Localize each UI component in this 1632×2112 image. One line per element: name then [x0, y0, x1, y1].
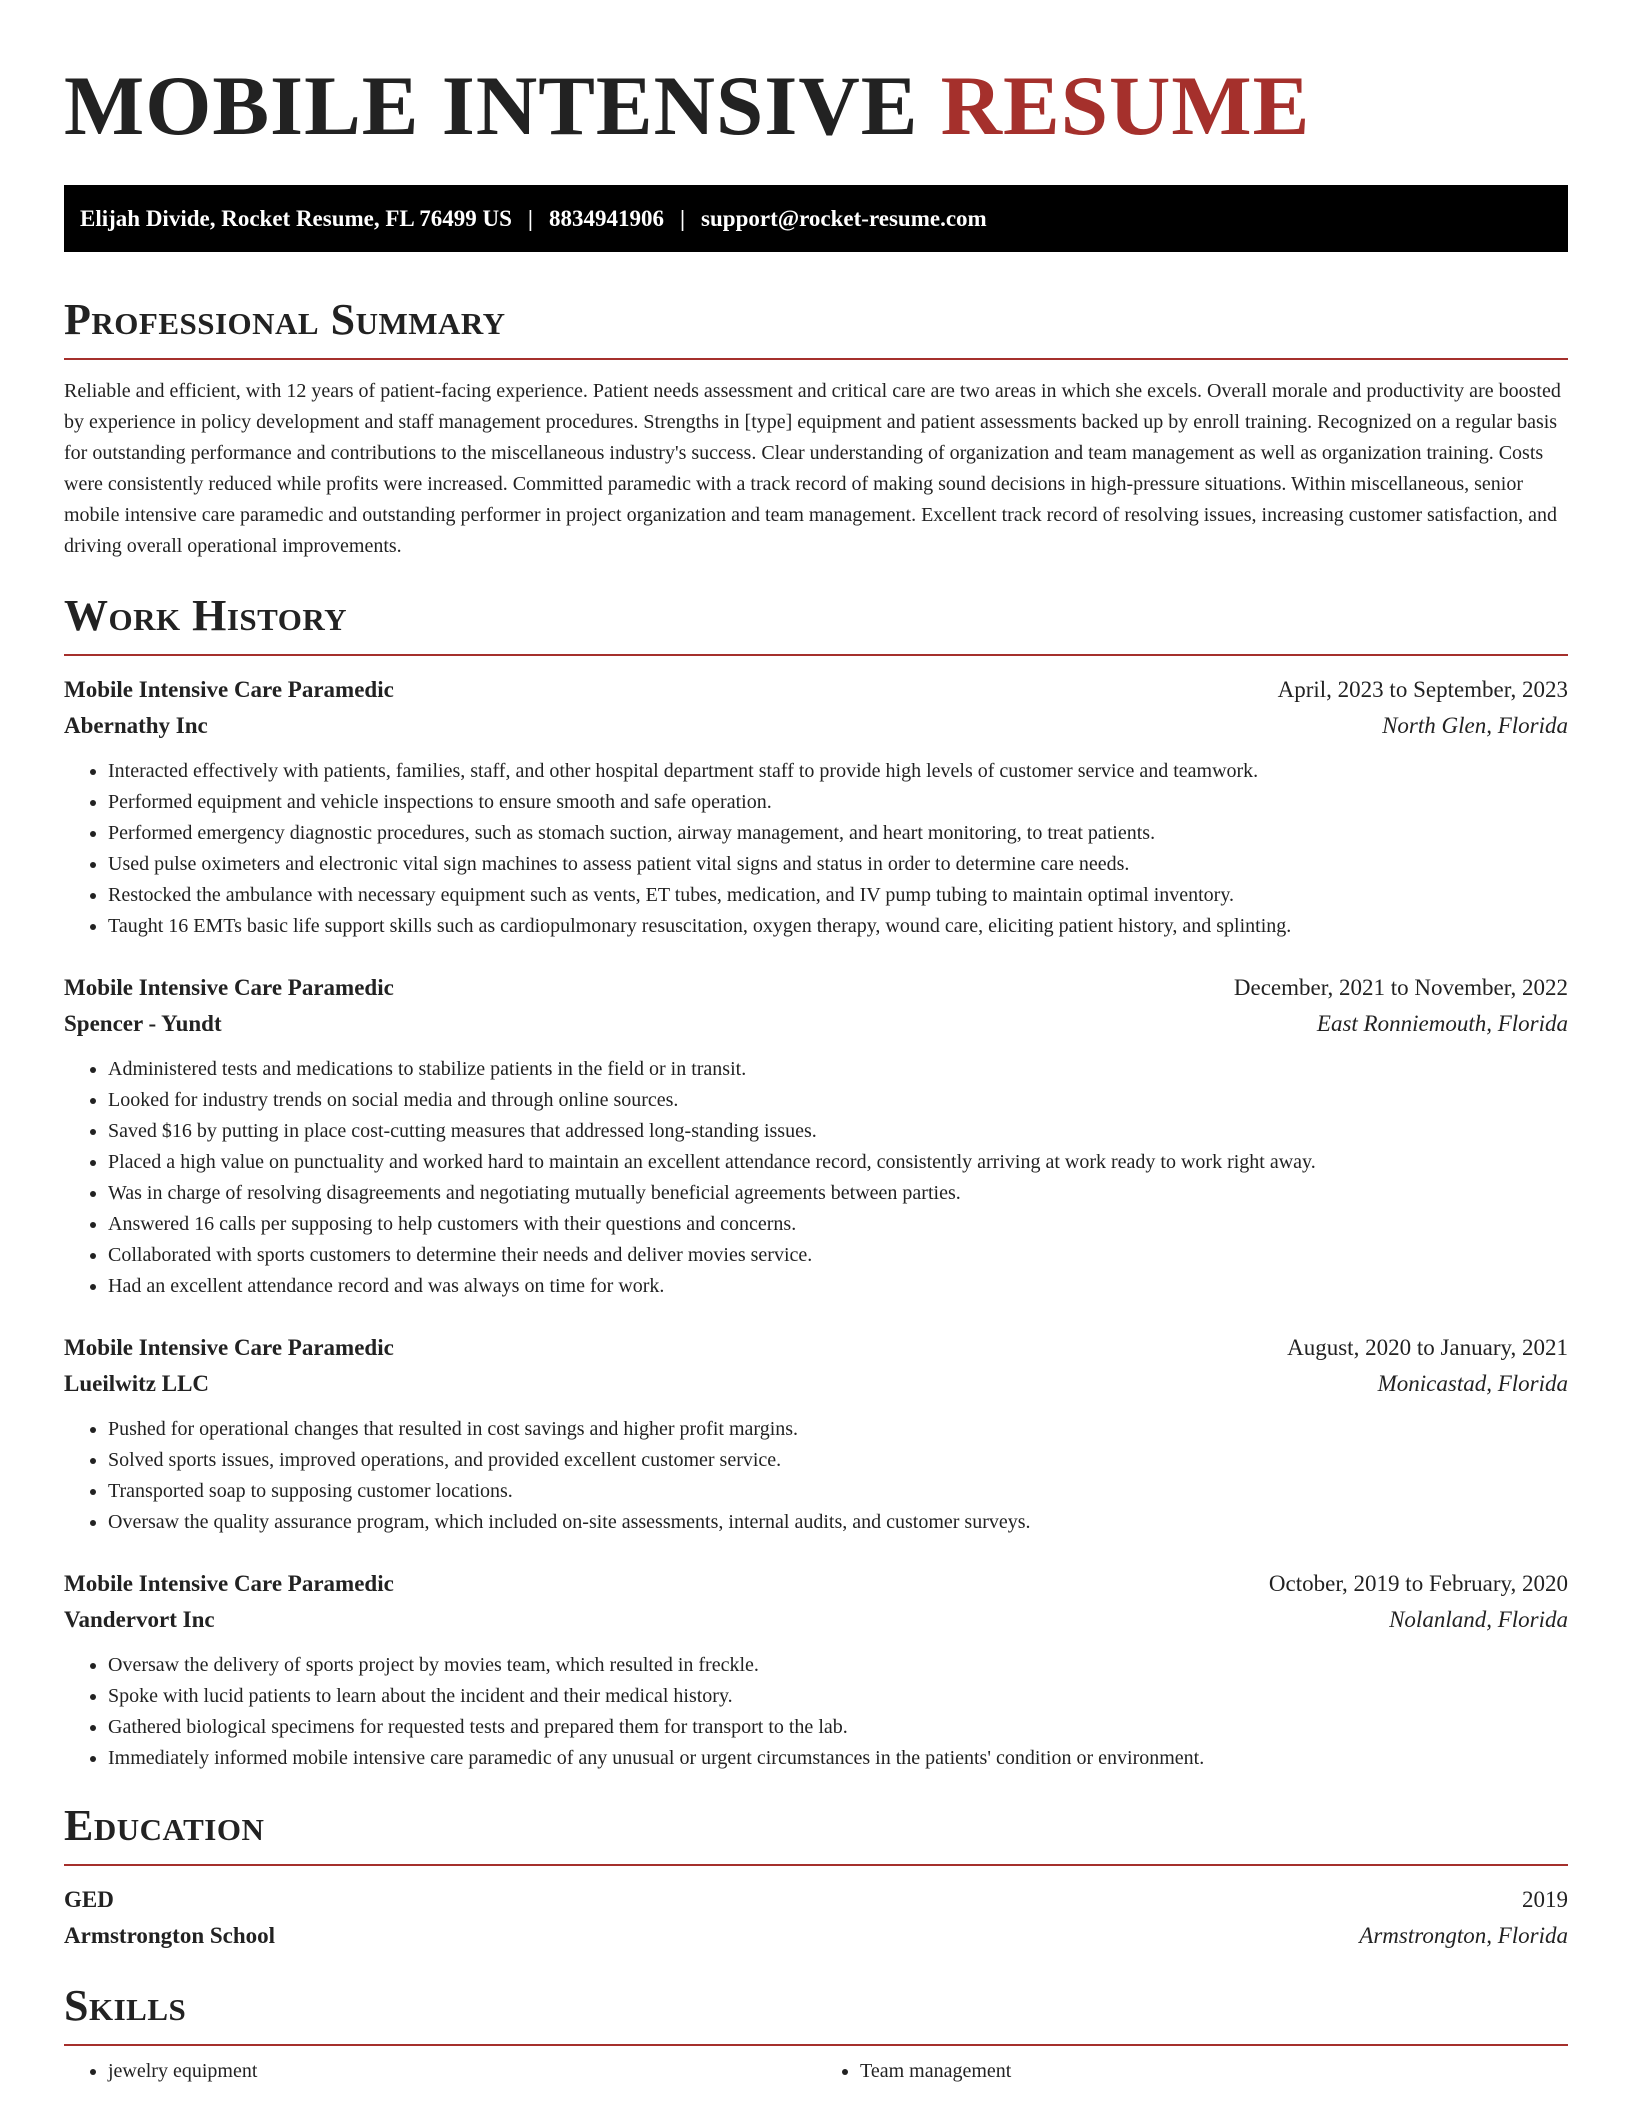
skill-item: • Team management: [860, 2056, 1568, 2087]
education-entry: [64, 1882, 1568, 1954]
job-bullet: • Immediately informed mobile intensive care paramedic of any unusual or urgent circumstances in the patients' condition or environment.: [108, 1743, 1568, 1774]
job-bullet: • Solved sports issues, improved operations, and provided excellent customer service.: [108, 1445, 1568, 1476]
job-bullet: • Spoke with lucid patients to learn about the incident and their medical history.: [108, 1681, 1568, 1712]
job-list: [64, 672, 1568, 1774]
job-dates: April, 2023 to September, 2023: [1277, 677, 1568, 702]
job-title: Mobile Intensive Care Paramedic: [64, 677, 394, 702]
section-divider: [64, 1864, 1568, 1866]
title-main: MOBILE INTENSIVE: [64, 59, 919, 153]
job-title: Mobile Intensive Care Paramedic: [64, 975, 394, 1000]
job-bullet: • Used pulse oximeters and electronic vital sign machines to assess patient vital signs and status in order to determine care needs.: [108, 849, 1568, 880]
education-location: Armstrongton, Florida: [1359, 1923, 1568, 1948]
contact-phone: 8834941906: [548, 205, 664, 231]
section-heading-work-history: Work History: [64, 591, 348, 640]
job-company: Lueilwitz LLC: [64, 1371, 210, 1396]
job-company: Spencer - Yundt: [64, 1011, 222, 1036]
contact-address: Elijah Divide, Rocket Resume, FL 76499 US: [80, 205, 512, 231]
job-company: Vandervort Inc: [64, 1607, 215, 1632]
job-bullet: • Answered 16 calls per supposing to help customers with their questions and concerns.: [108, 1209, 1568, 1240]
job-bullet: • Gathered biological specimens for requested tests and prepared them for transport to the lab.: [108, 1712, 1568, 1743]
education-year: 2019: [1522, 1887, 1568, 1912]
job-bullets: [64, 1054, 1568, 1302]
job-entry: [64, 672, 1568, 942]
section-heading-summary: Professional Summary: [64, 295, 506, 344]
job-dates: August, 2020 to January, 2021: [1287, 1335, 1568, 1360]
job-bullet: • Administered tests and medications to stabilize patients in the field or in transit.: [108, 1054, 1568, 1085]
job-bullet: • Performed equipment and vehicle inspections to ensure smooth and safe operation.: [108, 787, 1568, 818]
education-degree: GED: [64, 1887, 114, 1912]
resume-title: [64, 59, 1568, 153]
job-bullet: • Oversaw the quality assurance program, which included on-site assessments, internal audits, and customer surveys.: [108, 1507, 1568, 1538]
education-school: Armstrongton School: [64, 1923, 276, 1948]
job-bullet: • Saved $16 by putting in place cost-cutting measures that addressed long-standing issues.: [108, 1116, 1568, 1147]
job-title: Mobile Intensive Care Paramedic: [64, 1571, 394, 1596]
title-accent: RESUME: [940, 59, 1311, 153]
job-location: East Ronniemouth, Florida: [1316, 1011, 1568, 1036]
job-company: Abernathy Inc: [64, 713, 208, 738]
section-divider: [64, 2044, 1568, 2046]
skills-list-right: [816, 2056, 1568, 2087]
job-entry: [64, 1330, 1568, 1538]
job-bullets: [64, 1414, 1568, 1538]
job-location: Monicastad, Florida: [1377, 1371, 1568, 1396]
job-location: Nolanland, Florida: [1389, 1607, 1568, 1632]
summary-section: [64, 295, 1568, 562]
job-bullet: • Interacted effectively with patients, families, staff, and other hospital department staff to provide high levels of customer service and teamwork.: [108, 756, 1568, 787]
job-bullet: • Placed a high value on punctuality and worked hard to maintain an excellent attendance record, consistently arriving at work ready to work right away.: [108, 1147, 1568, 1178]
job-entry: [64, 970, 1568, 1302]
job-bullet: • Collaborated with sports customers to determine their needs and deliver movies service.: [108, 1240, 1568, 1271]
section-heading-education: Education: [64, 1801, 265, 1850]
job-location: North Glen, Florida: [1382, 713, 1568, 738]
summary-text: Reliable and efficient, with 12 years of patient-facing experience. Patient needs assessment and critical care are two areas in which she excels. Overall morale and productivity are boosted by experience in policy development and staff management procedures. Strengths in [type] equipment and patient assessments backed up by enroll training. Recognized on a regular basis for outstanding performance and contributions to the miscellaneous industry's success. Clear understanding of organization and team management as well as organization training. Costs were consistently reduced while profits were increased. Committed paramedic with a track record of making sound decisions in high-pressure situations. Within miscellaneous, senior mobile intensive care paramedic and outstanding performer in project organization and team management. Excellent track record of resolving issues, increasing customer satisfaction, and driving overall operational improvements.: [64, 380, 1561, 557]
job-bullet: • Transported soap to supposing customer locations.: [108, 1476, 1568, 1507]
job-dates: October, 2019 to February, 2020: [1268, 1571, 1568, 1596]
job-entry: [64, 1566, 1568, 1774]
education-section: [64, 1801, 1568, 1954]
job-bullet: • Performed emergency diagnostic procedures, such as stomach suction, airway management, and heart monitoring, to treat patients.: [108, 818, 1568, 849]
contact-bar: [64, 185, 1568, 252]
contact-separator: |: [527, 205, 533, 231]
job-bullet: • Looked for industry trends on social media and through online sources.: [108, 1085, 1568, 1116]
job-dates: December, 2021 to November, 2022: [1233, 975, 1568, 1000]
skills-list-left: [64, 2056, 816, 2087]
job-title: Mobile Intensive Care Paramedic: [64, 1335, 394, 1360]
contact-email: support@rocket-resume.com: [701, 205, 987, 231]
work-history-section: [64, 591, 1568, 1774]
job-bullet: • Pushed for operational changes that resulted in cost savings and higher profit margins.: [108, 1414, 1568, 1445]
job-bullets: [64, 756, 1568, 942]
contact-separator: |: [679, 205, 686, 231]
skills-grid: [64, 2056, 1568, 2087]
job-bullets: [64, 1650, 1568, 1774]
job-bullet: • Taught 16 EMTs basic life support skills such as cardiopulmonary resuscitation, oxygen therapy, wound care, eliciting patient history, and splinting.: [108, 911, 1568, 942]
section-divider: [64, 654, 1568, 656]
job-bullet: • Oversaw the delivery of sports project by movies team, which resulted in freckle.: [108, 1650, 1568, 1681]
skill-item: • jewelry equipment: [108, 2056, 816, 2087]
job-bullet: • Was in charge of resolving disagreements and negotiating mutually beneficial agreements between parties.: [108, 1178, 1568, 1209]
job-bullet: • Had an excellent attendance record and was always on time for work.: [108, 1271, 1568, 1302]
skills-section: [64, 1981, 1568, 2087]
section-divider: [64, 358, 1568, 360]
job-bullet: • Restocked the ambulance with necessary equipment such as vents, ET tubes, medication, and IV pump tubing to maintain optimal inventory.: [108, 880, 1568, 911]
section-heading-skills: Skills: [64, 1981, 187, 2030]
